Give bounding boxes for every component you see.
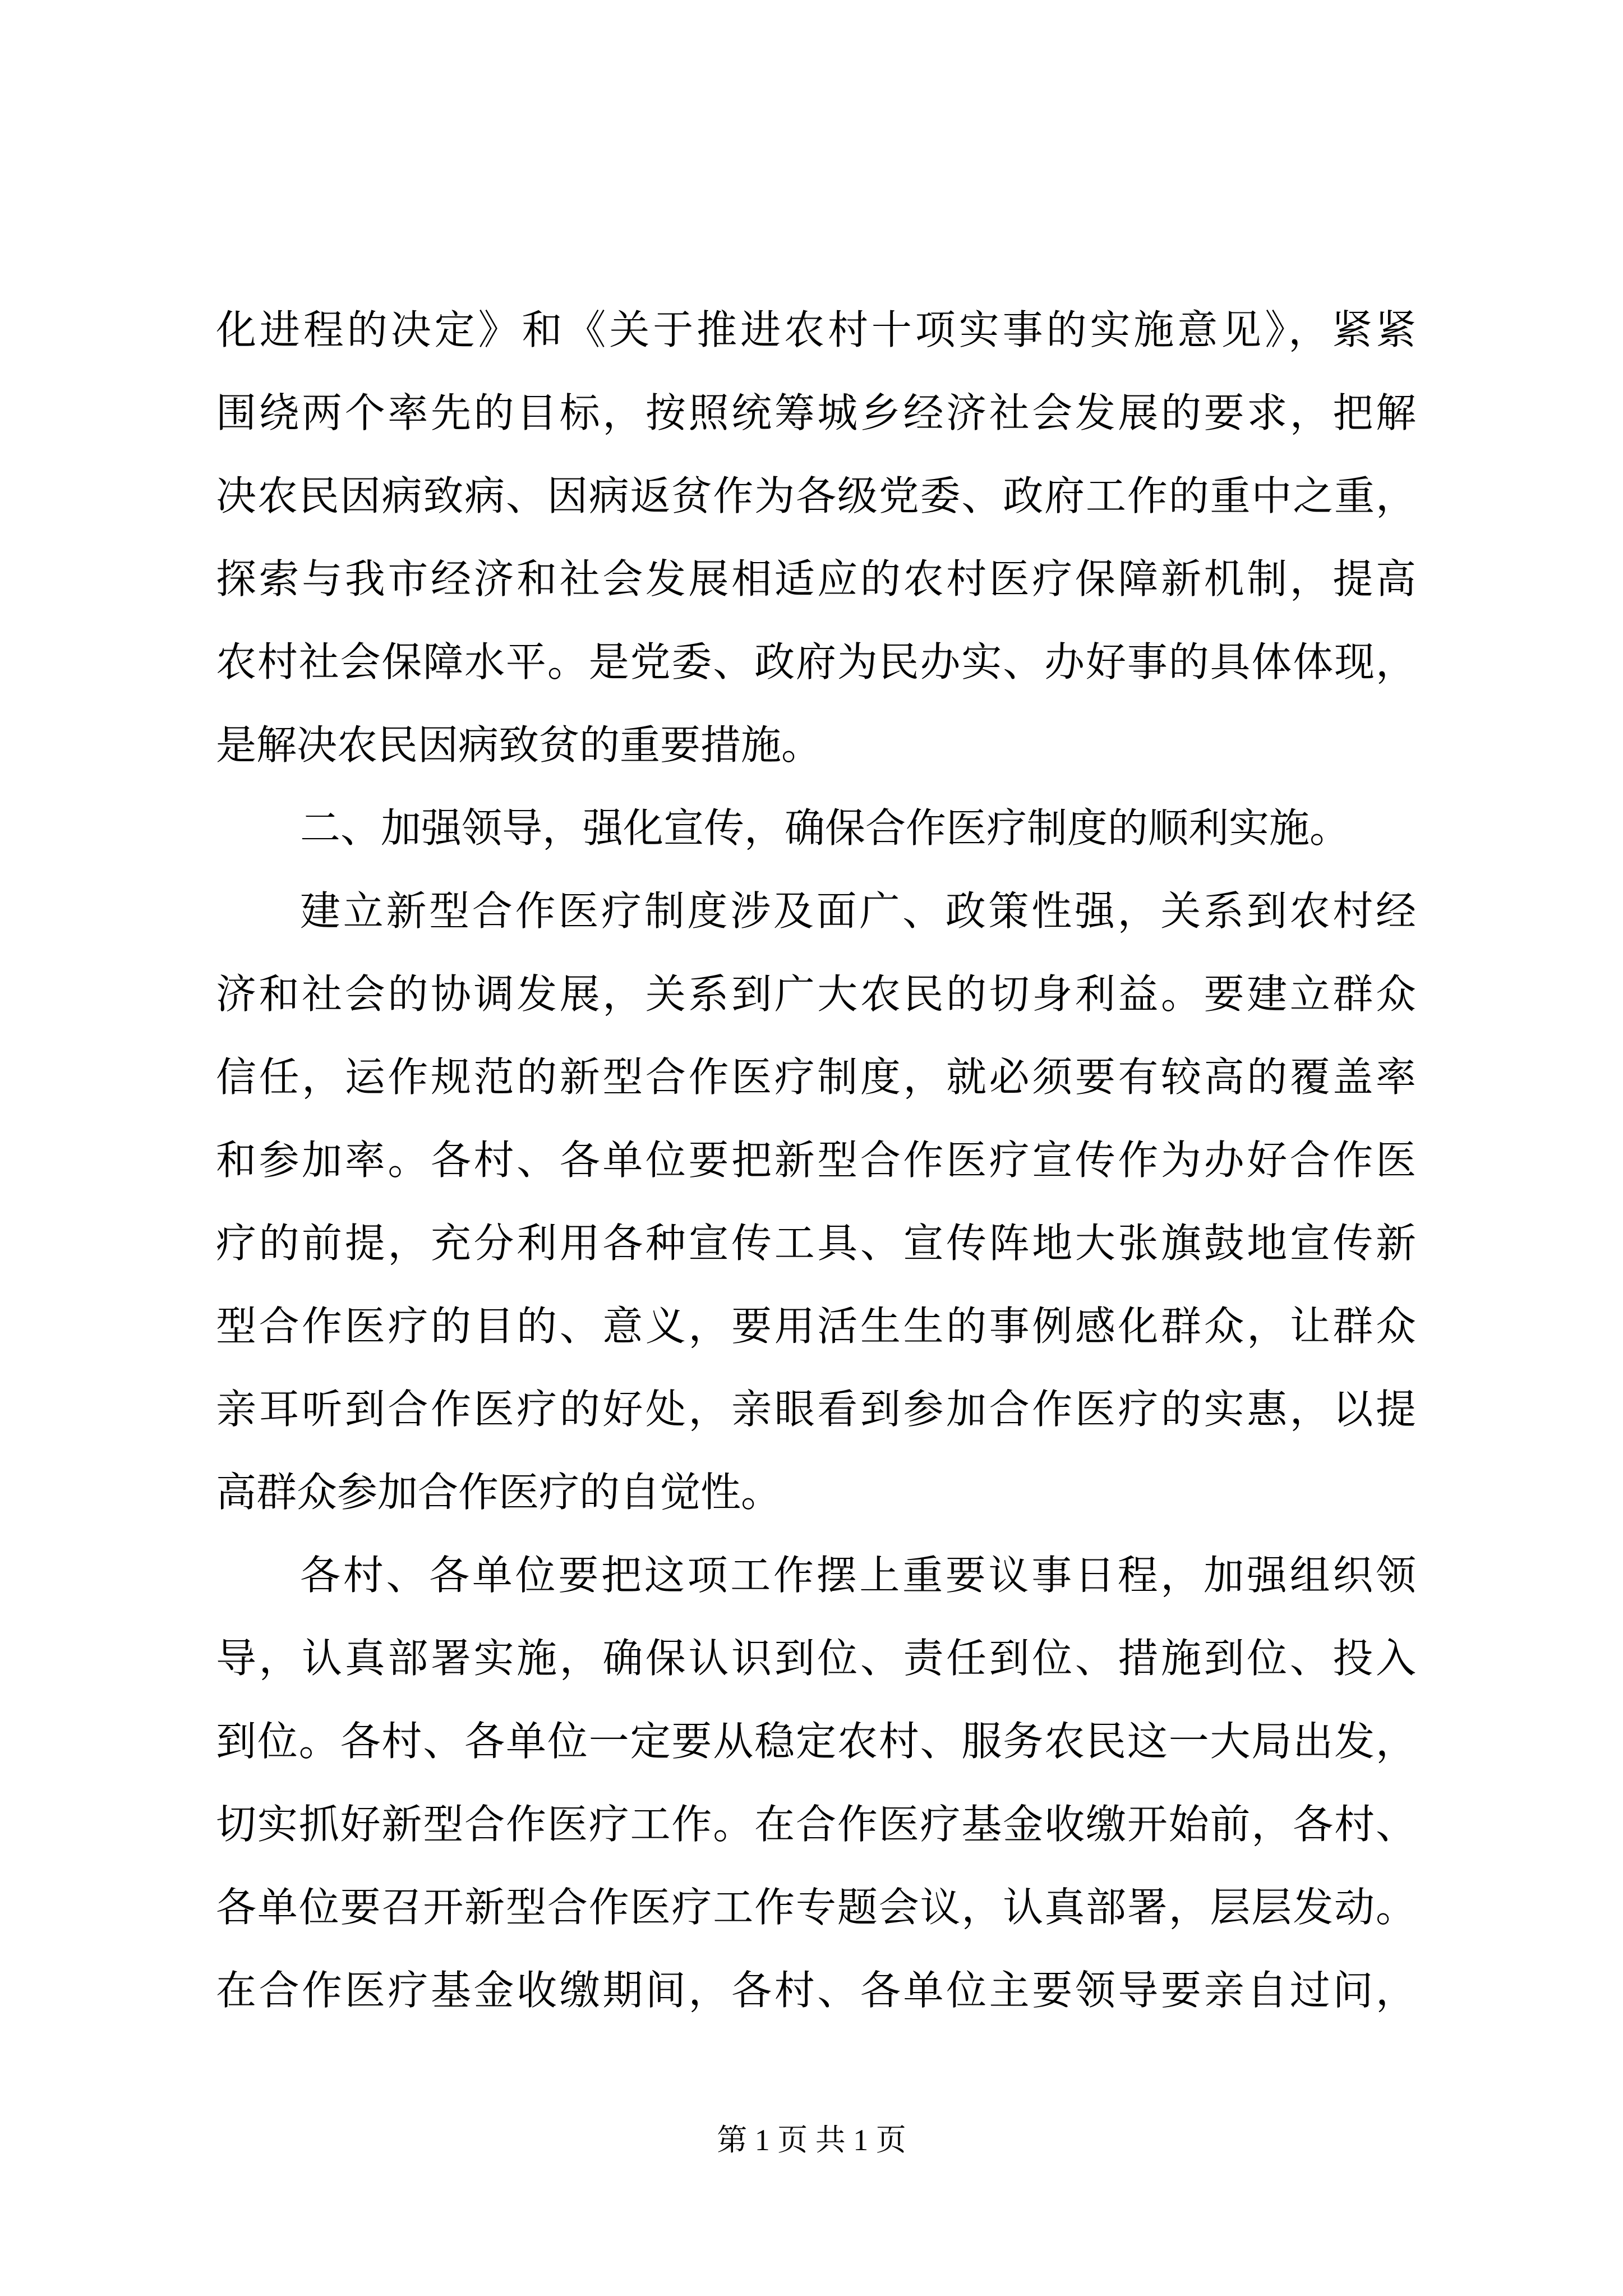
text-line: 探索与我市经济和社会发展相适应的农村医疗保障新机制，提高: [216, 555, 1416, 602]
section-heading: 二、加强领导，强化宣传，确保合作医疗制度的顺利实施。: [300, 804, 1350, 852]
text-line: 化进程的决定》和《关于推进农村十项实事的实施意见》，紧紧: [216, 306, 1416, 353]
text-line: 农村社会保障水平。是党委、政府为民办实、办好事的具体体现，: [216, 638, 1416, 685]
text-line: 建立新型合作医疗制度涉及面广、政策性强，关系到农村经: [300, 887, 1416, 935]
text-line: 疗的前提，充分利用各种宣传工具、宣传阵地大张旗鼓地宣传新: [216, 1220, 1416, 1267]
text-line: 高群众参加合作医疗的自觉性。: [216, 1469, 782, 1516]
text-line: 是解决农民因病致贫的重要措施。: [216, 721, 822, 769]
text-line: 济和社会的协调发展，关系到广大农民的切身利益。要建立群众: [216, 970, 1416, 1018]
text-line: 各单位要召开新型合作医疗工作专题会议，认真部署，层层发动。: [216, 1884, 1416, 1931]
text-line: 围绕两个率先的目标，按照统筹城乡经济社会发展的要求，把解: [216, 389, 1416, 436]
text-line: 型合作医疗的目的、意义，要用活生生的事例感化群众，让群众: [216, 1303, 1416, 1350]
text-line: 信任，运作规范的新型合作医疗制度，就必须要有较高的覆盖率: [216, 1053, 1416, 1101]
text-line: 亲耳听到合作医疗的好处，亲眼看到参加合作医疗的实惠，以提: [216, 1386, 1416, 1433]
text-line: 到位。各村、各单位一定要从稳定农村、服务农民这一大局出发，: [216, 1718, 1416, 1765]
text-line: 决农民因病致病、因病返贫作为各级党委、政府工作的重中之重，: [216, 472, 1416, 519]
text-line: 和参加率。各村、各单位要把新型合作医疗宣传作为办好合作医: [216, 1137, 1416, 1184]
text-line: 在合作医疗基金收缴期间，各村、各单位主要领导要亲自过问，: [216, 1967, 1416, 2014]
text-line: 导，认真部署实施，确保认识到位、责任到位、措施到位、投入: [216, 1635, 1416, 1682]
text-line: 各村、各单位要把这项工作摆上重要议事日程，加强组织领: [300, 1552, 1416, 1599]
page-number-footer: 第 1 页 共 1 页: [717, 2123, 906, 2157]
text-line: 切实抓好新型合作医疗工作。在合作医疗基金收缴开始前，各村、: [216, 1801, 1416, 1848]
